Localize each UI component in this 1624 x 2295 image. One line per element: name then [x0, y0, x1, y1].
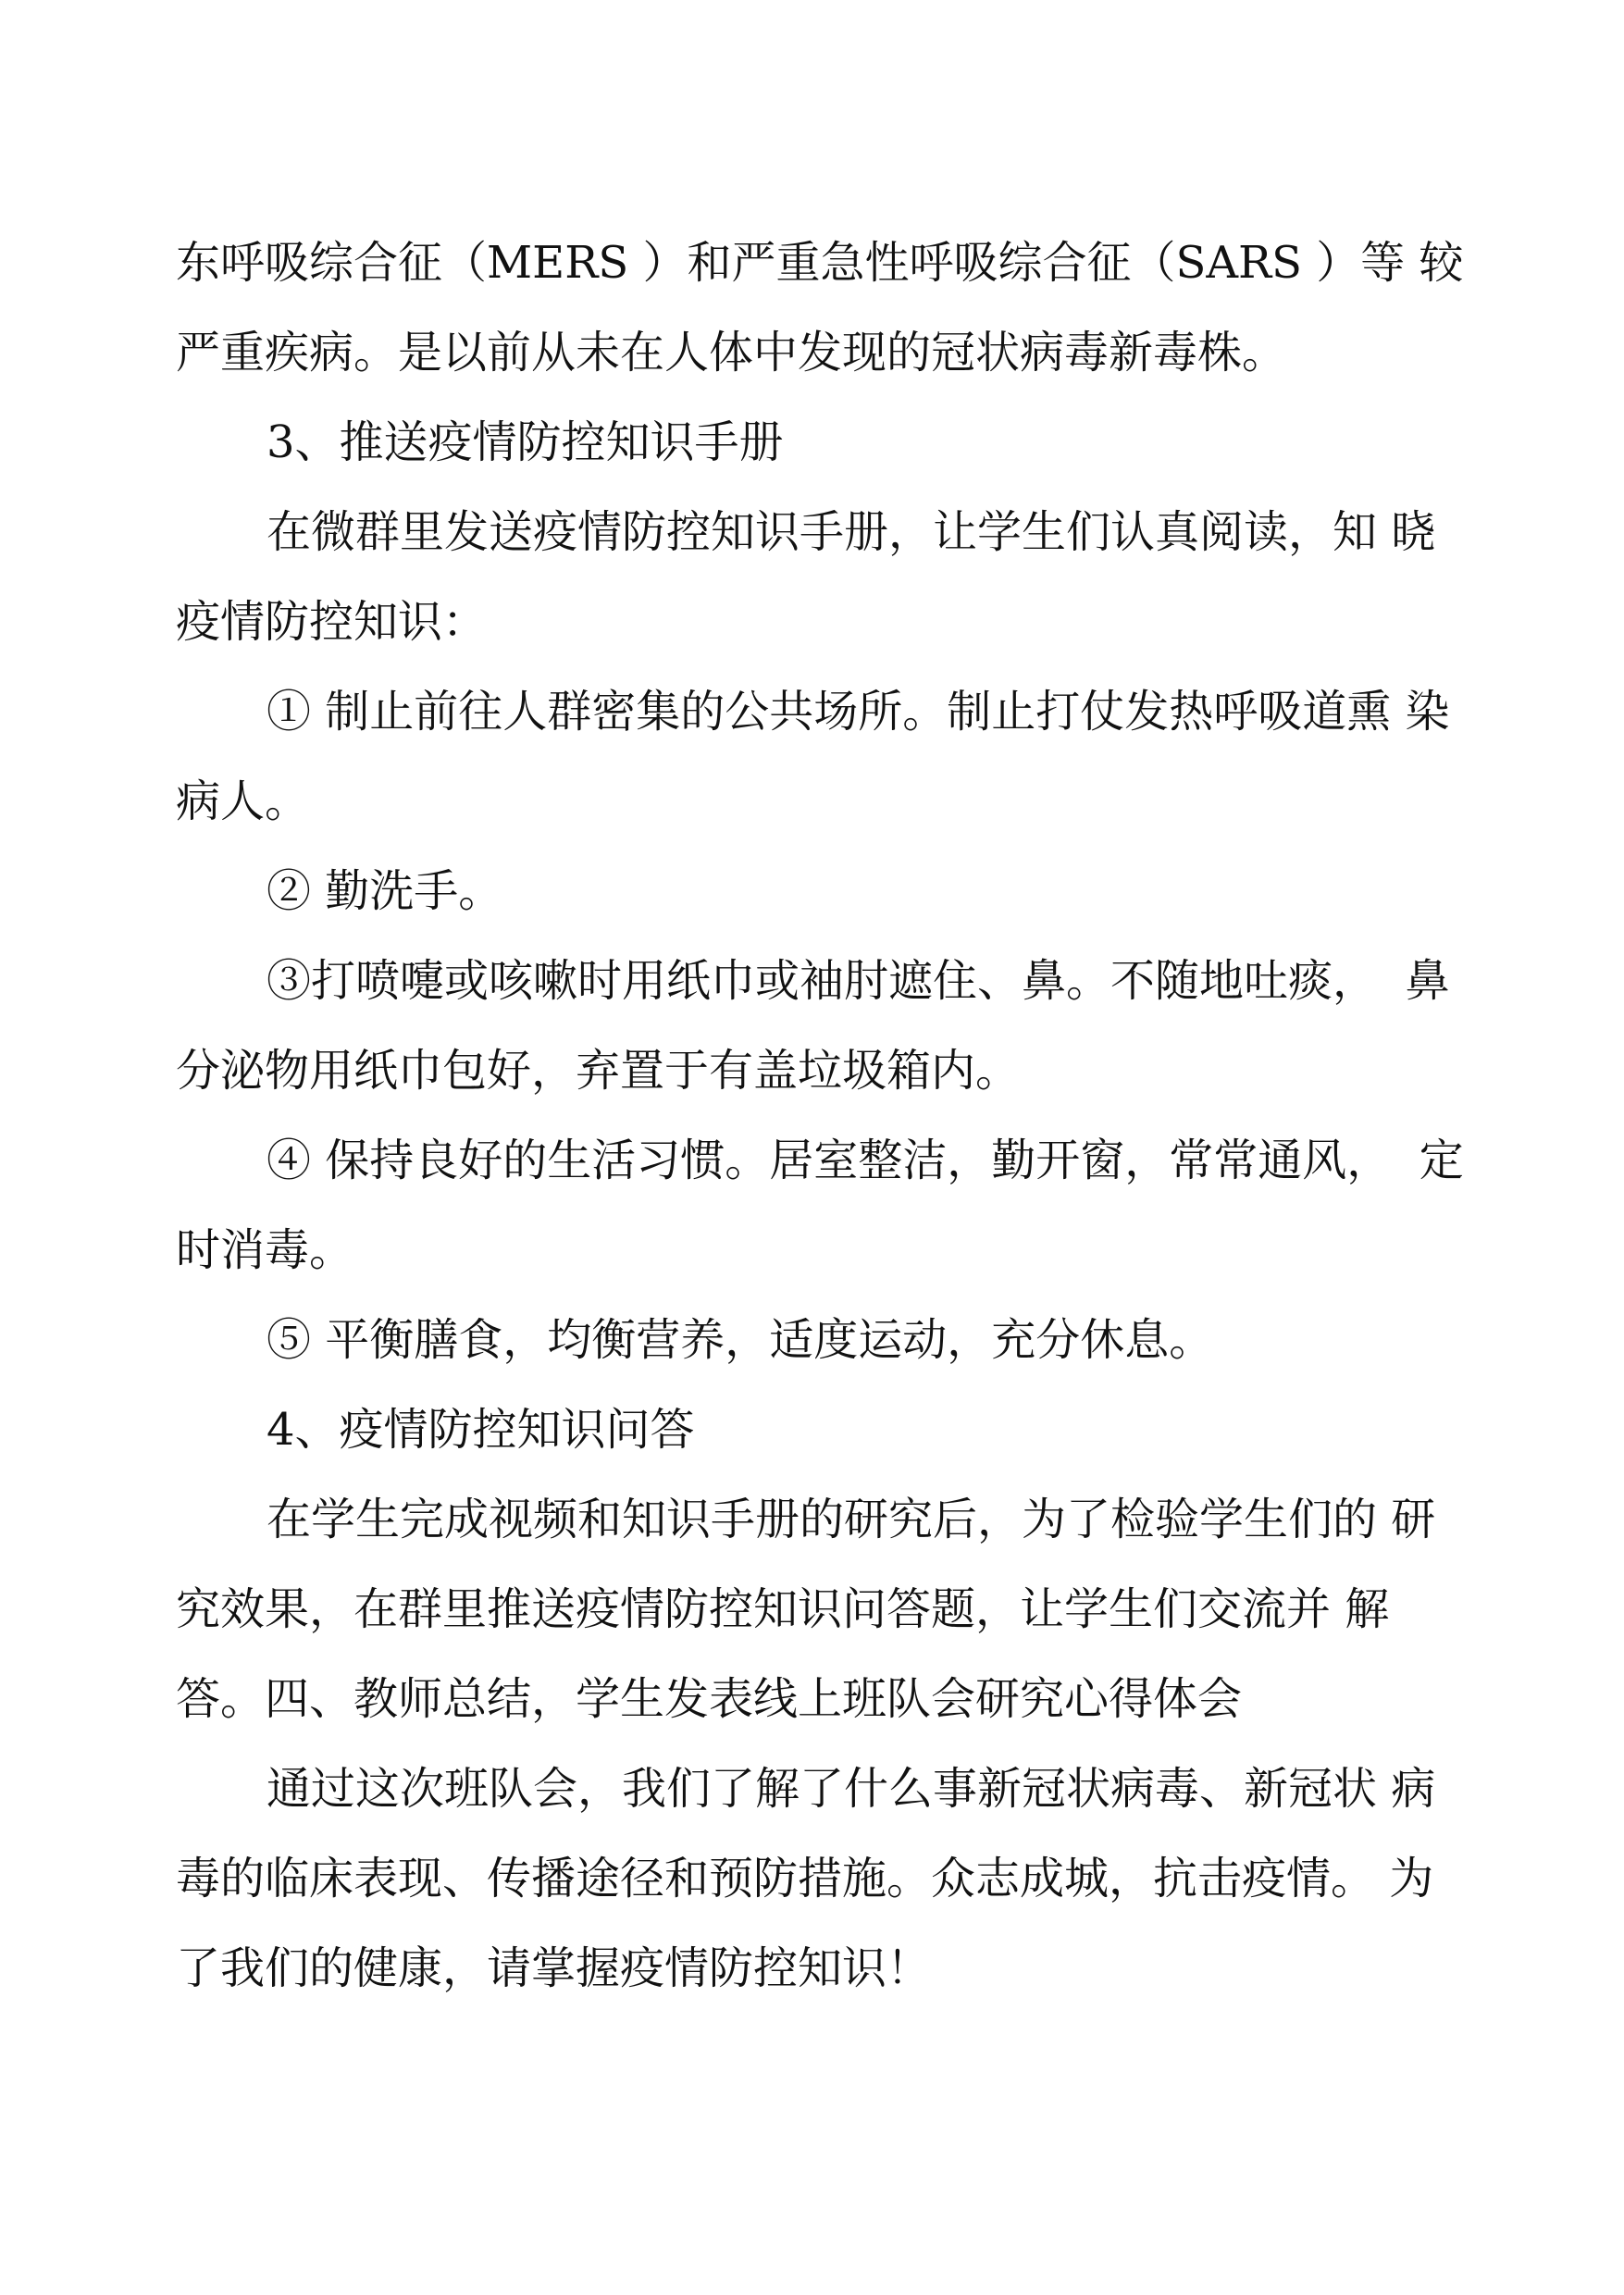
heading-section-3: 3、推送疫情防控知识手册: [267, 416, 784, 468]
list-item-5: ⑤ 平衡膳食，均衡营养，适度运动，充分休息。: [267, 1314, 1214, 1366]
list-item-4: ④ 保持良好的生活习惯。居室整洁，勤开窗，常常通风， 定时消毒。: [176, 1135, 1464, 1276]
paragraph-handbook: 在微群里发送疫情防控知识手册，让学生们认真阅读，知 晓疫情防控知识：: [176, 506, 1436, 648]
list-item-3: ③打喷嚏或咳嗽时用纸巾或袖肘遮住、鼻。不随地吐痰， 鼻分泌物用纸巾包好，弃置于有盖垃圾箱内。: [176, 955, 1450, 1097]
document-body: [176, 218, 1471, 2014]
list-item-1: ① 制止前往人群密集的公共场所。制止打仗发热呼吸道熏 染病人。: [176, 686, 1450, 827]
list-item-2: ② 勤洗手。: [267, 865, 503, 917]
heading-section-4: 4、疫情防控知识问答: [267, 1404, 695, 1456]
paragraph-intro-continued: 东呼吸综合征（MERS ）和严重急性呼吸综合征（SARS ）等 较严重疾病。是以前从未在人体中发现的冠状病毒新毒株。: [176, 237, 1464, 378]
paragraph-conclusion: 通过这次班队会，我们了解了什么事新冠状病毒、新冠状 病毒的临床表现、传播途径和预防措施。众志成城，抗击疫情。 为了我们的健康，请掌握疫情防控知识！: [176, 1763, 1436, 1994]
paragraph-qa: 在学生完成视频和知识手册的研究后，为了检验学生们的 研究效果，在群里推送疫情防控知识问答题，让学生们交流并 解答。四、教师总结，学生发表线上班队会研究心得体会: [176, 1494, 1436, 1725]
